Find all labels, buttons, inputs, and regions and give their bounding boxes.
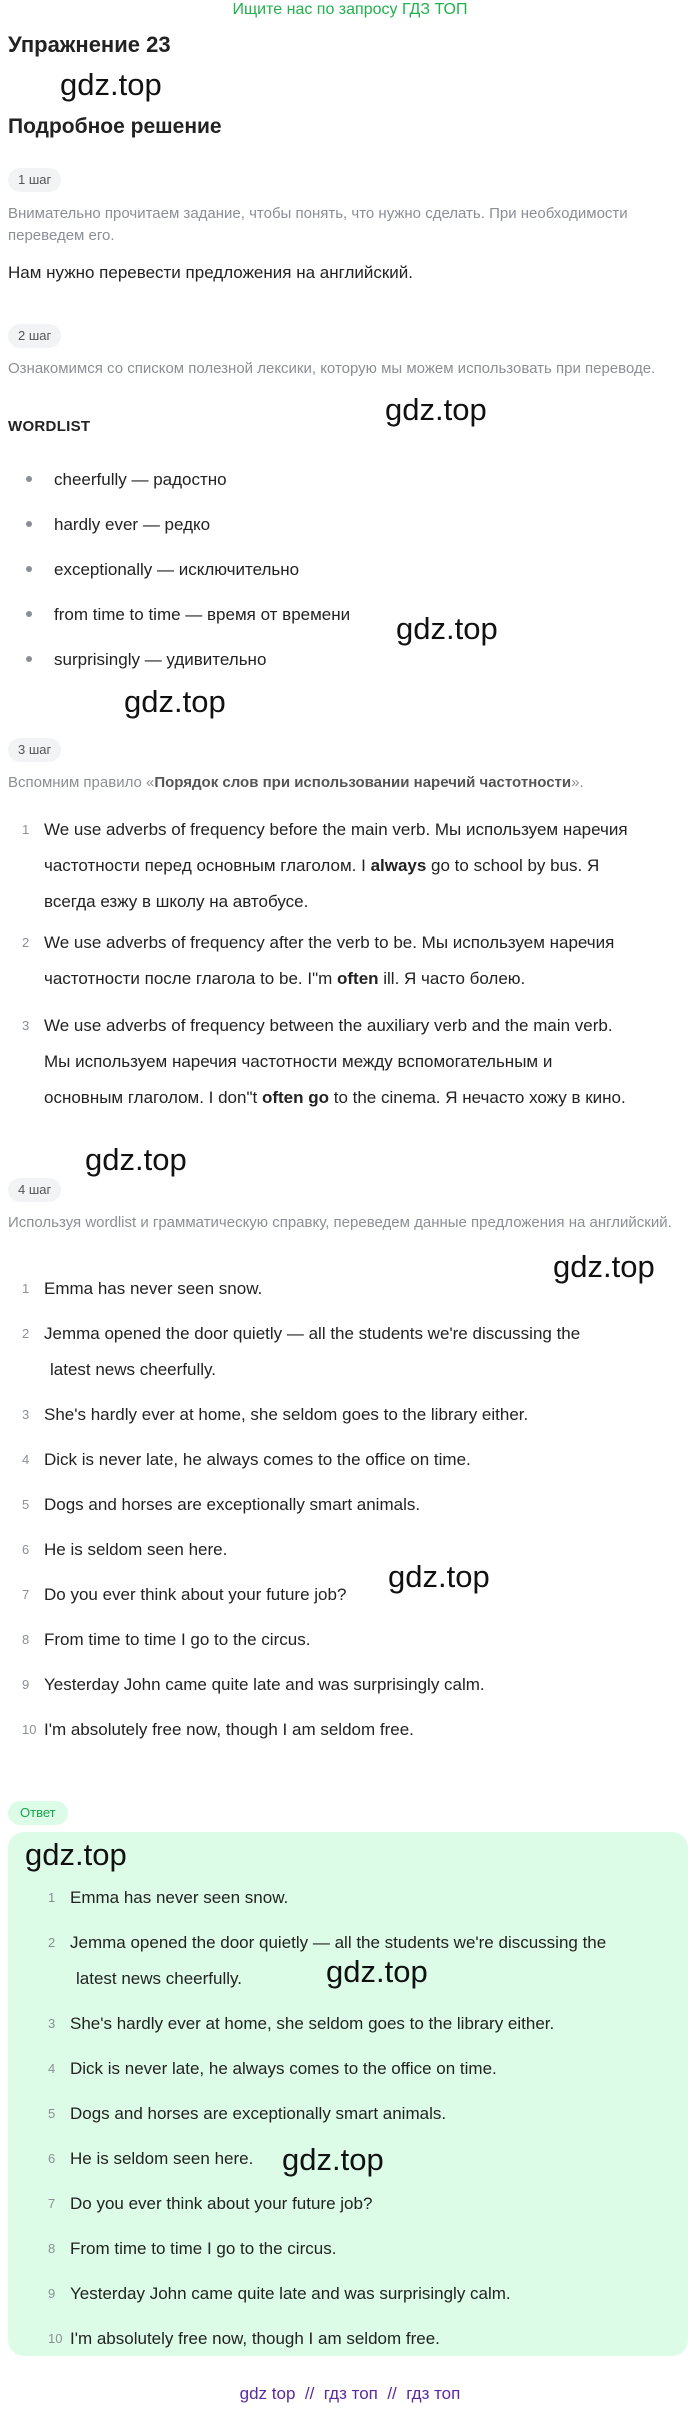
wordlist-item	[8, 648, 266, 672]
rule-text	[44, 812, 684, 920]
sentence-number: 10	[22, 1722, 37, 1737]
step-4-instructions: Используя wordlist и грамматическую справку, переведем данные предложения на английский.	[8, 1214, 672, 1231]
step-3-instructions	[8, 772, 688, 794]
sentence-number: 2	[22, 1326, 30, 1341]
step-1-badge: 1 шаг	[8, 168, 61, 192]
answer-text: Yesterday John came quite late and was surprisingly calm.	[70, 2284, 511, 2303]
answer-number: 9	[48, 2286, 56, 2301]
wordlist-item-text: surprisingly — удивительно	[54, 650, 267, 669]
rule-text	[44, 925, 684, 997]
wordlist-item-text: hardly ever — редко	[54, 515, 211, 534]
wordlist-item	[8, 513, 210, 537]
rule-highlight: often	[336, 969, 379, 988]
answer-badge: Ответ	[8, 1801, 68, 1825]
sentence-line: latest news cheerfully.	[50, 1360, 216, 1379]
wordlist-item-text: from time to time — время от времени	[54, 605, 351, 624]
sentence-line: Jemma opened the door quietly — all the students we're discussing the	[44, 1324, 581, 1343]
rule-line-part: частотности после глагола to be. I"m	[44, 969, 337, 988]
sentence-number: 5	[22, 1497, 30, 1512]
sentence-text: I'm absolutely free now, though I am seldom free.	[44, 1720, 414, 1739]
sentence-text: From time to time I go to the circus.	[44, 1630, 311, 1649]
watermark: gdz.top	[326, 1954, 428, 1989]
rule-line	[44, 961, 684, 997]
step-2-badge: 2 шаг	[8, 324, 61, 348]
rule-line-part: основным глаголом. I don"t	[44, 1088, 262, 1107]
answer-text: I'm absolutely free now, though I am seldom free.	[70, 2329, 440, 2348]
rule-highlight: always	[370, 856, 427, 875]
answer-text: From time to time I go to the circus.	[70, 2239, 337, 2258]
sentence-text: Dick is never late, he always comes to the office on time.	[44, 1450, 471, 1469]
rule-item	[8, 925, 688, 997]
watermark: gdz.top	[396, 611, 498, 646]
watermark: gdz.top	[553, 1249, 655, 1284]
answer-number: 5	[48, 2106, 56, 2121]
answer-text: Do you ever think about your future job?	[70, 2194, 373, 2213]
sentence-text: She's hardly ever at home, she seldom goes to the library either.	[44, 1405, 529, 1424]
rule-intro-end: ».	[571, 774, 584, 791]
rule-line-part: go to school by bus. Я	[426, 856, 600, 875]
watermark: gdz.top	[385, 392, 487, 427]
answer-number: 4	[48, 2061, 56, 2076]
answer-number: 2	[48, 1935, 56, 1950]
bullet-icon	[26, 611, 32, 617]
rule-intro-text: Вспомним правило «	[8, 774, 155, 791]
answer-line: Jemma opened the door quietly — all the students we're discussing the	[70, 1933, 607, 1952]
bullet-icon	[26, 476, 32, 482]
answer-line: latest news cheerfully.	[76, 1969, 242, 1988]
sentence-number: 8	[22, 1632, 30, 1647]
answer-number: 6	[48, 2151, 56, 2166]
wordlist-item	[8, 603, 350, 627]
answer-number: 1	[48, 1890, 56, 1905]
answer-number: 8	[48, 2241, 56, 2256]
rule-text	[44, 1008, 684, 1116]
rule-line-part: частотности перед основным глаголом. I	[44, 856, 371, 875]
watermark: gdz.top	[388, 1559, 490, 1594]
sentence-number: 7	[22, 1587, 30, 1602]
rule-name: Порядок слов при использовании наречий частотности	[154, 774, 572, 791]
rule-line-part: to the cinema. Я нечасто хожу в кино.	[329, 1088, 626, 1107]
top-banner: Ищите нас по запросу ГДЗ ТОП	[232, 1, 468, 18]
sentence-text	[44, 1316, 684, 1388]
answer-number: 3	[48, 2016, 56, 2031]
wordlist-item	[8, 558, 299, 582]
answer-text: Dick is never late, he always comes to the office on time.	[70, 2059, 497, 2078]
step-3-badge: 3 шаг	[8, 738, 61, 762]
wordlist-item	[8, 468, 227, 492]
answer-text: He is seldom seen here.	[70, 2149, 254, 2168]
page-title: Упражнение 23	[8, 32, 171, 57]
bullet-icon	[26, 521, 32, 527]
watermark: gdz.top	[25, 1837, 127, 1872]
wordlist-item-text: cheerfully — радостно	[54, 470, 227, 489]
rule-line: We use adverbs of frequency after the verb to be. Мы используем наречия	[44, 933, 615, 952]
answer-text: She's hardly ever at home, she seldom goes to the library either.	[70, 2014, 555, 2033]
rule-item	[8, 812, 688, 920]
answer-text: Dogs and horses are exceptionally smart animals.	[70, 2104, 447, 2123]
sentence-text: He is seldom seen here.	[44, 1540, 228, 1559]
answer-text: Emma has never seen snow.	[70, 1888, 289, 1907]
rule-number: 3	[22, 1018, 30, 1033]
sentence-item	[8, 1316, 688, 1388]
rule-line: всегда езжу в школу на автобусе.	[44, 892, 309, 911]
wordlist-heading: WORDLIST	[8, 418, 91, 435]
sentence-number: 1	[22, 1281, 30, 1296]
sentence-text: Emma has never seen snow.	[44, 1279, 263, 1298]
sentence-number: 6	[22, 1542, 30, 1557]
rule-line	[44, 848, 684, 884]
sentence-text: Yesterday John came quite late and was surprisingly calm.	[44, 1675, 485, 1694]
step-1-text: Нам нужно перевести предложения на английский.	[8, 263, 414, 282]
answer-number: 10	[48, 2331, 63, 2346]
sentence-number: 3	[22, 1407, 30, 1422]
answer-number: 7	[48, 2196, 56, 2211]
sentence-text: Do you ever think about your future job?	[44, 1585, 347, 1604]
sentence-text: Dogs and horses are exceptionally smart animals.	[44, 1495, 421, 1514]
watermark: gdz.top	[124, 684, 226, 719]
watermark: gdz.top	[60, 67, 162, 102]
rule-line: We use adverbs of frequency before the main verb. Мы используем наречия	[44, 820, 628, 839]
step-4-badge: 4 шаг	[8, 1178, 61, 1202]
step-1-instructions: Внимательно прочитаем задание, чтобы понять, что нужно сделать. При необходимости переведем его.	[8, 205, 628, 244]
watermark: gdz.top	[282, 2142, 384, 2177]
rule-highlight: often go	[261, 1088, 329, 1107]
bullet-icon	[26, 566, 32, 572]
footer-text: gdz top // гдз топ // гдз топ	[239, 2384, 461, 2403]
wordlist-item-text: exceptionally — исключительно	[54, 560, 300, 579]
rule-line-part: ill. Я часто болею.	[378, 969, 526, 988]
section-title: Подробное решение	[8, 115, 222, 138]
rule-number: 1	[22, 822, 30, 837]
sentence-number: 9	[22, 1677, 30, 1692]
rule-number: 2	[22, 935, 30, 950]
rule-line: Мы используем наречия частотности между вспомогательным и	[44, 1052, 553, 1071]
rule-line: We use adverbs of frequency between the auxiliary verb and the main verb.	[44, 1016, 613, 1035]
bullet-icon	[26, 656, 32, 662]
watermark: gdz.top	[85, 1142, 187, 1177]
step-2-instructions: Ознакомимся со списком полезной лексики, которую мы можем использовать при переводе.	[8, 360, 656, 377]
rule-line	[44, 1080, 684, 1116]
rule-item	[8, 1008, 688, 1116]
sentence-number: 4	[22, 1452, 30, 1467]
